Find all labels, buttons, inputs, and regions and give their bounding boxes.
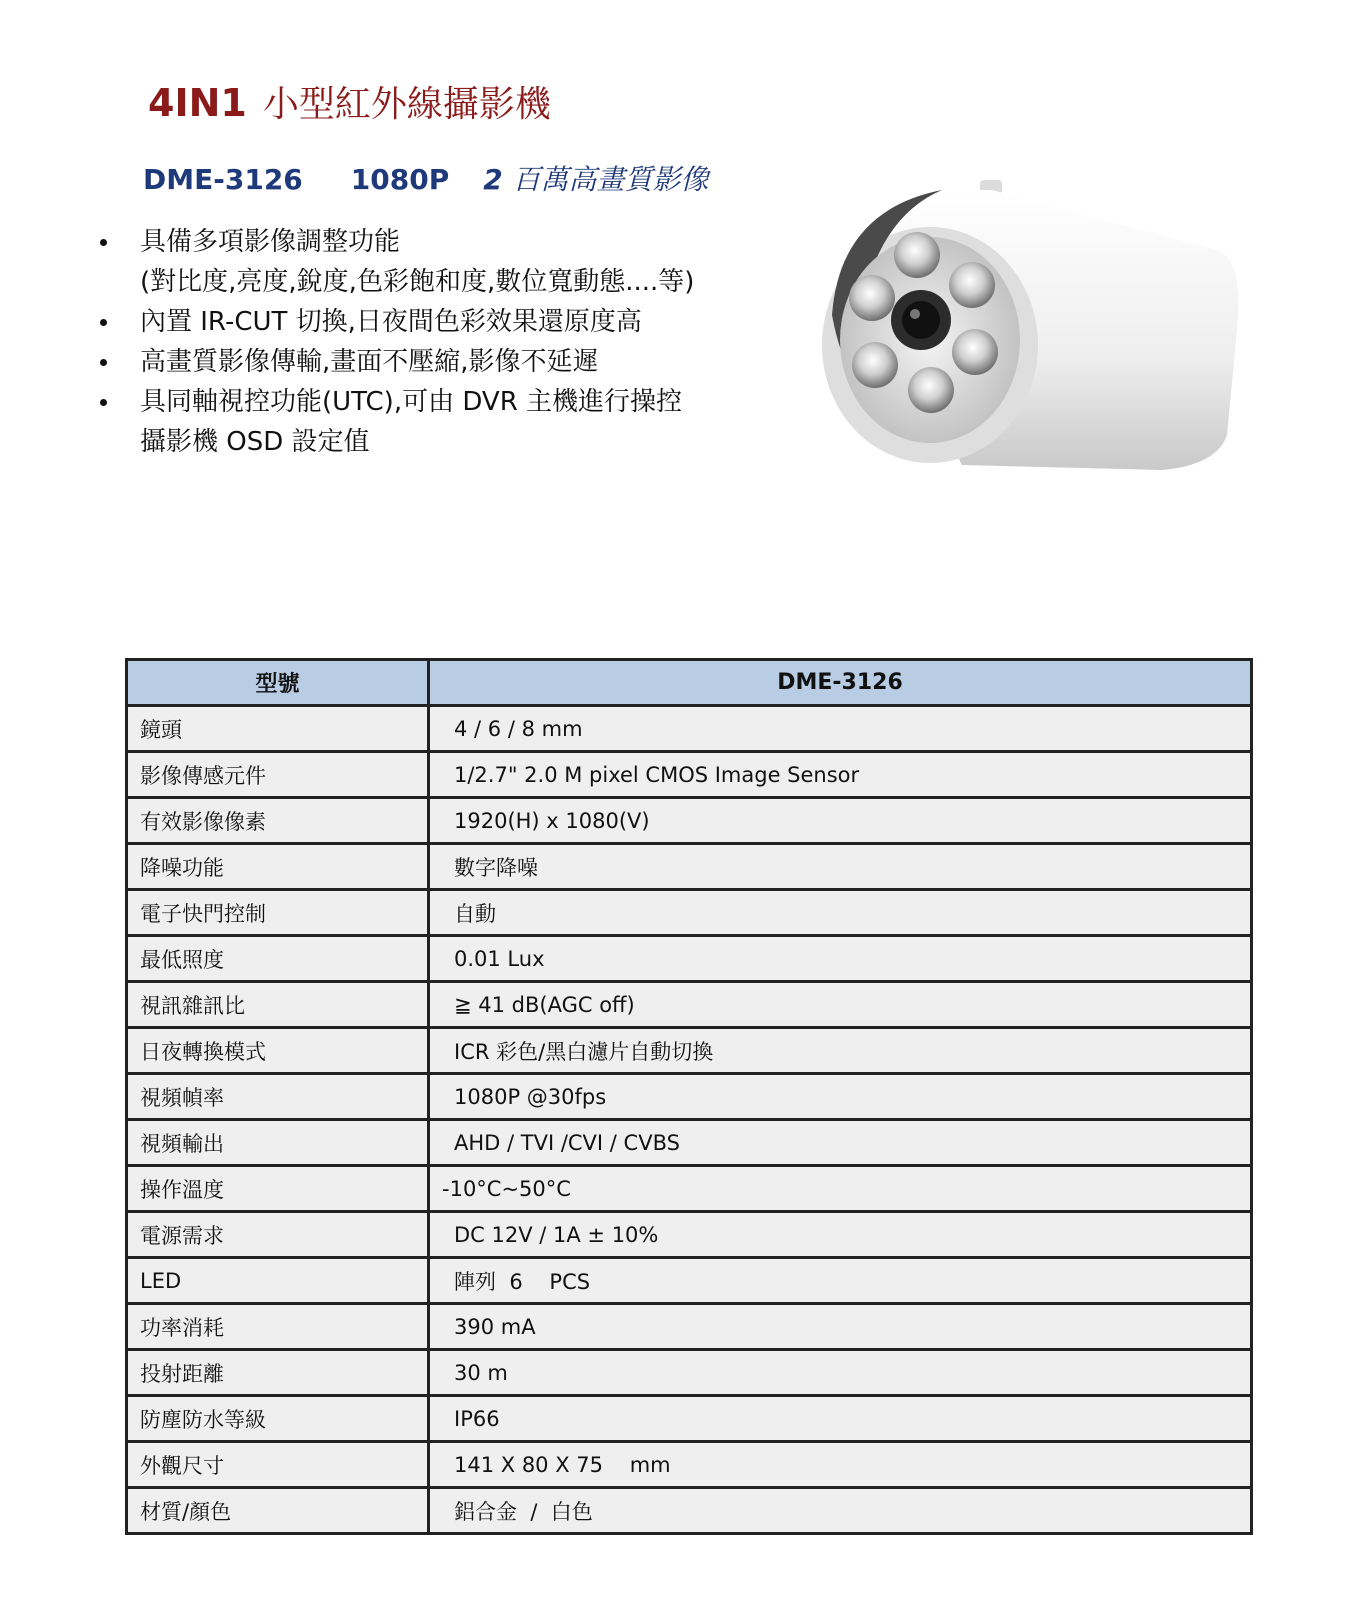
spec-row [127, 1442, 1252, 1488]
subtitle-quality [483, 163, 708, 196]
feature-line: 具備多項影像調整功能 [140, 227, 401, 257]
spec-row [127, 1028, 1252, 1074]
spec-label: 日夜轉換模式 [127, 1028, 429, 1074]
spec-value: 數字降噪 [429, 844, 1252, 890]
spec-row [127, 1350, 1252, 1396]
subtitle-quality-text: 百萬高畫質影像 [512, 163, 709, 196]
spec-header-value: DME-3126 [429, 660, 1252, 706]
spec-value: 陣列 6 PCS [429, 1258, 1252, 1304]
spec-row [127, 1212, 1252, 1258]
spec-label: 最低照度 [127, 936, 429, 982]
spec-value: 1080P @30fps [429, 1074, 1252, 1120]
spec-row [127, 844, 1252, 890]
spec-value: 自動 [429, 890, 1252, 936]
spec-value: -10°C~50°C [429, 1166, 1252, 1212]
spec-label: 電子快門控制 [127, 890, 429, 936]
feature-line: 內置 IR-CUT 切換,日夜間色彩效果還原度高 [140, 307, 642, 337]
spec-row [127, 1074, 1252, 1120]
spec-label: 影像傳感元件 [127, 752, 429, 798]
spec-header-row [127, 660, 1252, 706]
spec-row [127, 936, 1252, 982]
camera-product-image [812, 180, 1272, 480]
spec-row [127, 1120, 1252, 1166]
spec-label: LED [127, 1258, 429, 1304]
spec-label: 防塵防水等級 [127, 1396, 429, 1442]
spec-value: 0.01 Lux [429, 936, 1252, 982]
spec-value: ICR 彩色/黑白濾片自動切換 [429, 1028, 1252, 1074]
spec-row [127, 1166, 1252, 1212]
spec-value: 鋁合金 / 白色 [429, 1488, 1252, 1534]
feature-item [94, 342, 694, 382]
page-title [148, 76, 551, 127]
title-bold: 4IN1 [148, 81, 247, 125]
spec-row [127, 706, 1252, 752]
spec-label: 視訊雜訊比 [127, 982, 429, 1028]
spec-label: 鏡頭 [127, 706, 429, 752]
spec-row [127, 798, 1252, 844]
spec-header-label: 型號 [127, 660, 429, 706]
subtitle-model: DME-3126 [143, 163, 303, 196]
spec-value: 4 / 6 / 8 mm [429, 706, 1252, 752]
spec-row [127, 1396, 1252, 1442]
feature-line-cont: (對比度,亮度,銳度,色彩飽和度,數位寬動態....等) [140, 267, 695, 297]
spec-label: 投射距離 [127, 1350, 429, 1396]
spec-label: 有效影像像素 [127, 798, 429, 844]
spec-row [127, 890, 1252, 936]
subtitle-quality-num: 2 [483, 163, 503, 196]
feature-item [94, 222, 694, 302]
spec-table [125, 658, 1253, 1535]
spec-label: 功率消耗 [127, 1304, 429, 1350]
spec-label: 外觀尺寸 [127, 1442, 429, 1488]
spec-value: 390 mA [429, 1304, 1252, 1350]
spec-row [127, 752, 1252, 798]
spec-label: 視頻輸出 [127, 1120, 429, 1166]
spec-label: 視頻幀率 [127, 1074, 429, 1120]
feature-line: 具同軸視控功能(UTC),可由 DVR 主機進行操控 [140, 387, 683, 417]
feature-item [94, 302, 694, 342]
spec-row [127, 1304, 1252, 1350]
spec-label: 電源需求 [127, 1212, 429, 1258]
bullet-icon [100, 239, 107, 246]
subtitle-resolution: 1080P [350, 163, 450, 196]
bullet-icon [100, 319, 107, 326]
spec-value: DC 12V / 1A ± 10% [429, 1212, 1252, 1258]
spec-label: 降噪功能 [127, 844, 429, 890]
spec-value: IP66 [429, 1396, 1252, 1442]
spec-value: ≧ 41 dB(AGC off) [429, 982, 1252, 1028]
spec-value: AHD / TVI /CVI / CVBS [429, 1120, 1252, 1166]
spec-label: 操作溫度 [127, 1166, 429, 1212]
feature-line-cont: 攝影機 OSD 設定值 [140, 427, 370, 457]
spec-row [127, 1258, 1252, 1304]
spec-value: 1/2.7" 2.0 M pixel CMOS Image Sensor [429, 752, 1252, 798]
spec-row [127, 982, 1252, 1028]
spec-value: 1920(H) x 1080(V) [429, 798, 1252, 844]
spec-value: 30 m [429, 1350, 1252, 1396]
spec-row [127, 1488, 1252, 1534]
bullet-icon [100, 399, 107, 406]
feature-item [94, 382, 694, 462]
bullet-icon [100, 359, 107, 366]
spec-value: 141 X 80 X 75 mm [429, 1442, 1252, 1488]
feature-list [94, 222, 694, 462]
feature-line: 高畫質影像傳輸,畫面不壓縮,影像不延遲 [140, 347, 599, 377]
model-subtitle [143, 158, 709, 198]
title-text: 小型紅外線攝影機 [262, 84, 551, 125]
spec-label: 材質/顏色 [127, 1488, 429, 1534]
